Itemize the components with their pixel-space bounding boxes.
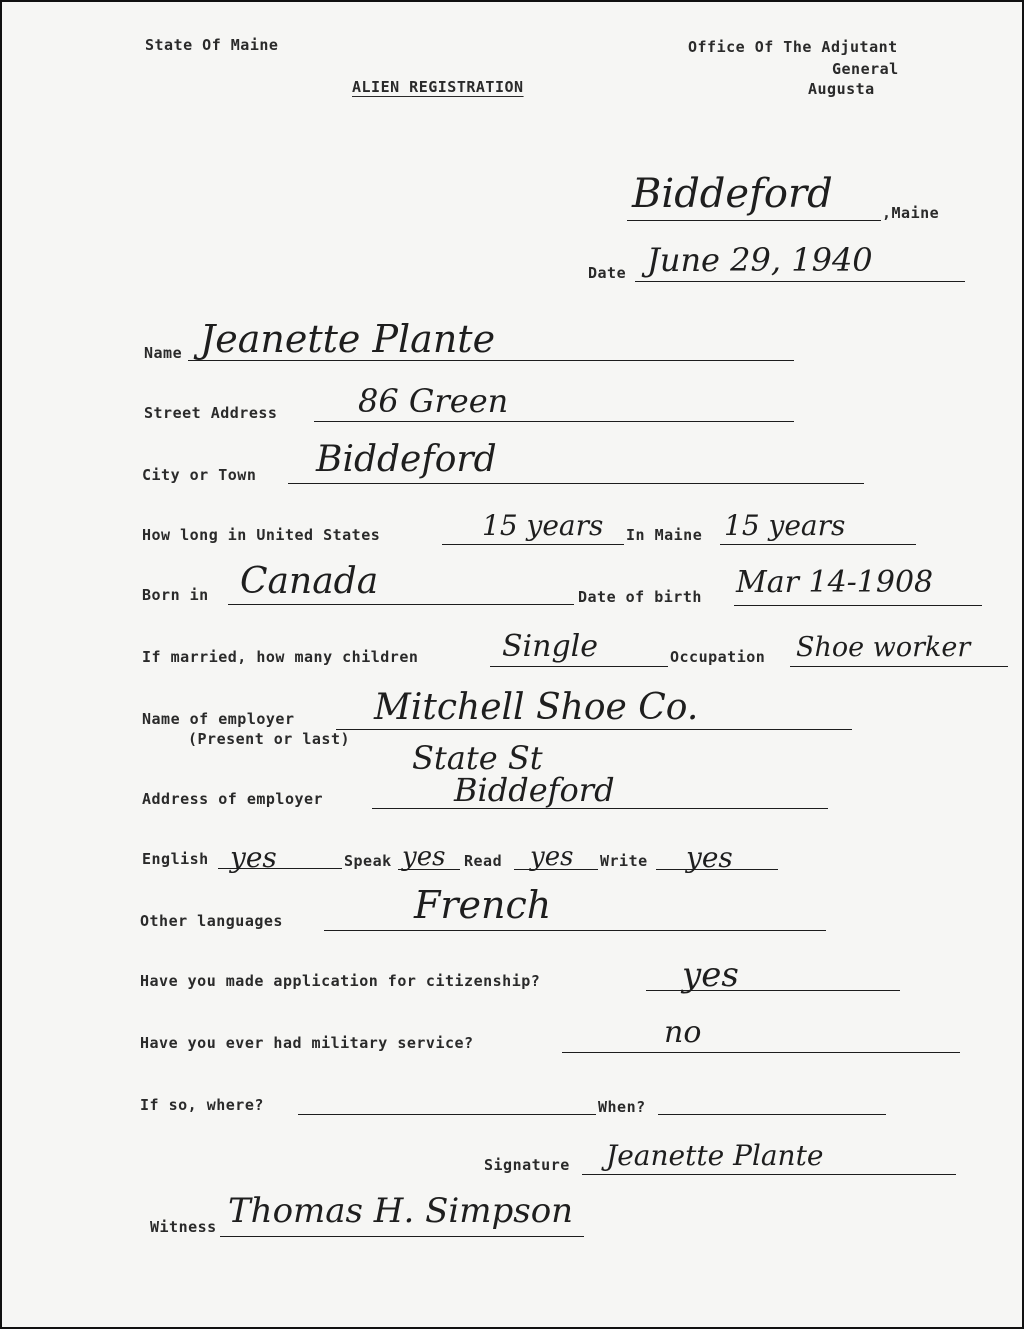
children-label: If married, how many children — [142, 648, 419, 666]
write-entry: yes — [686, 841, 733, 874]
street-label: Street Address — [144, 404, 278, 422]
town-entry: Biddeford — [632, 171, 833, 217]
speak-label: Speak — [344, 852, 392, 870]
employer-address-entry-2: Biddeford — [454, 771, 615, 809]
read-line — [514, 869, 598, 870]
read-entry: yes — [530, 842, 574, 872]
born-in-line — [228, 604, 574, 605]
employer-line — [336, 729, 852, 730]
town-line — [627, 220, 881, 221]
date-label: Date — [588, 264, 627, 282]
signature-label: Signature — [484, 1156, 570, 1174]
how-long-label: How long in United States — [142, 526, 381, 544]
date-entry: June 29, 1940 — [647, 241, 873, 279]
children-entry: Single — [502, 629, 599, 664]
office-line-1: Office Of The Adjutant — [688, 38, 898, 56]
english-label: English — [142, 850, 209, 868]
when-line — [658, 1114, 886, 1115]
read-label: Read — [464, 852, 503, 870]
date-of-birth-line — [734, 605, 982, 606]
english-entry: yes — [230, 841, 277, 874]
employer-entry: Mitchell Shoe Co. — [374, 687, 699, 728]
signature-line — [582, 1174, 956, 1175]
other-languages-label: Other languages — [140, 912, 283, 930]
children-line — [490, 666, 668, 667]
street-line — [314, 421, 794, 422]
where-label: If so, where? — [140, 1096, 264, 1114]
witness-entry: Thomas H. Simpson — [228, 1191, 574, 1231]
employer-address-label: Address of employer — [142, 790, 324, 808]
years-us-line — [442, 544, 624, 545]
maine-label: ,Maine — [882, 204, 940, 222]
name-label: Name — [144, 344, 183, 362]
born-in-entry: Canada — [240, 561, 379, 602]
date-of-birth-label: Date of birth — [578, 588, 702, 606]
street-entry: 86 Green — [358, 382, 509, 420]
employer-note: (Present or last) — [188, 730, 351, 748]
form-title: ALIEN REGISTRATION — [352, 78, 524, 96]
speak-line — [398, 869, 460, 870]
years-us-entry: 15 years — [482, 509, 604, 542]
date-of-birth-entry: Mar 14-1908 — [736, 565, 934, 600]
citizenship-entry: yes — [682, 955, 739, 995]
city-label: City or Town — [142, 466, 257, 484]
state-heading: State Of Maine — [145, 36, 279, 54]
born-in-label: Born in — [142, 586, 209, 604]
city-line — [288, 483, 864, 484]
english-line — [218, 868, 342, 869]
write-label: Write — [600, 852, 648, 870]
employer-address-entry-1: State St — [412, 739, 543, 777]
occupation-label: Occupation — [670, 648, 766, 666]
military-line — [562, 1052, 960, 1053]
other-languages-entry: French — [414, 883, 552, 927]
employer-label: Name of employer — [142, 710, 295, 728]
speak-entry: yes — [402, 842, 446, 872]
military-entry: no — [664, 1015, 702, 1050]
citizenship-line — [646, 990, 900, 991]
years-maine-line — [720, 544, 916, 545]
employer-address-line — [372, 808, 828, 809]
city-entry: Biddeford — [316, 439, 497, 480]
witness-line — [220, 1236, 584, 1237]
occupation-entry: Shoe worker — [796, 632, 971, 663]
years-maine-entry: 15 years — [724, 509, 846, 542]
when-label: When? — [598, 1098, 646, 1116]
signature-entry: Jeanette Plante — [606, 1139, 824, 1172]
office-line-2: General — [832, 60, 899, 78]
occupation-line — [790, 666, 1008, 667]
in-maine-label: In Maine — [626, 526, 703, 544]
office-line-3: Augusta — [808, 80, 875, 98]
name-entry: Jeanette Plante — [200, 317, 496, 361]
date-line — [635, 281, 965, 282]
where-line — [298, 1114, 596, 1115]
citizenship-label: Have you made application for citizenship? — [140, 972, 541, 990]
other-languages-line — [324, 930, 826, 931]
write-line — [656, 869, 778, 870]
name-line — [188, 360, 794, 361]
witness-label: Witness — [150, 1218, 217, 1236]
military-label: Have you ever had military service? — [140, 1034, 474, 1052]
